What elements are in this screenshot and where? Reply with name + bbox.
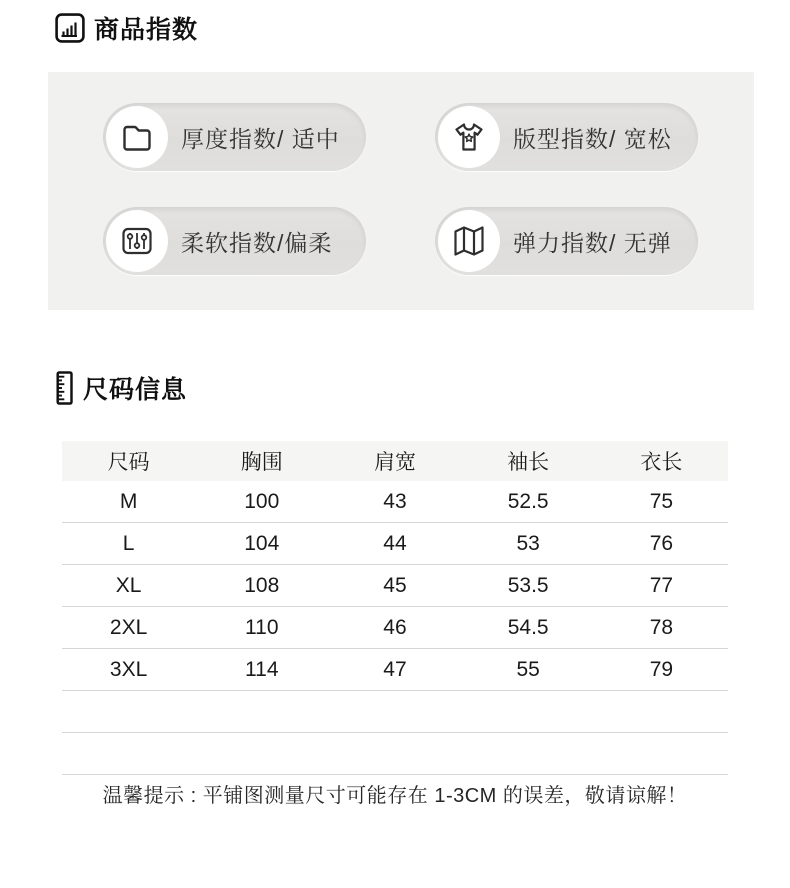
table-row — [62, 565, 728, 607]
cell: 54.5 — [462, 607, 595, 649]
folder-icon — [106, 106, 168, 168]
pill-label-elasticity: 弹力指数/ 无弹 — [513, 229, 672, 256]
cell — [462, 691, 595, 733]
table-row-empty — [62, 691, 728, 733]
cell — [195, 733, 328, 775]
cell — [62, 691, 195, 733]
table-row — [62, 607, 728, 649]
table-row — [62, 649, 728, 691]
index-pill-thickness — [103, 103, 366, 171]
folded-map-icon — [438, 210, 500, 272]
cell — [595, 733, 728, 775]
tshirt-icon — [438, 106, 500, 168]
bar-chart-icon — [55, 13, 85, 43]
cell: 104 — [195, 523, 328, 565]
cell: 114 — [195, 649, 328, 691]
cell: 79 — [595, 649, 728, 691]
product-index-panel — [48, 72, 754, 310]
col-header-length: 衣长 — [595, 441, 728, 481]
cell: 53 — [462, 523, 595, 565]
size-table-header-row — [62, 441, 728, 481]
ruler-icon — [55, 371, 74, 405]
cell — [595, 691, 728, 733]
col-header-sleeve: 袖长 — [462, 441, 595, 481]
cell: 100 — [195, 481, 328, 523]
col-header-shoulder: 肩宽 — [328, 441, 461, 481]
cell: XL — [62, 565, 195, 607]
index-pill-fit — [435, 103, 698, 171]
size-note: 温馨提示 : 平铺图测量尺寸可能存在 1-3CM 的误差，敬请谅解！ — [102, 785, 688, 807]
cell: 2XL — [62, 607, 195, 649]
cell — [195, 691, 328, 733]
cell — [462, 733, 595, 775]
cell: 43 — [328, 481, 461, 523]
cell: 46 — [328, 607, 461, 649]
cell: 55 — [462, 649, 595, 691]
cell: 78 — [595, 607, 728, 649]
cell: 110 — [195, 607, 328, 649]
col-header-chest: 胸围 — [195, 441, 328, 481]
cell: 108 — [195, 565, 328, 607]
product-index-title: 商品指数 — [94, 16, 199, 44]
cell: M — [62, 481, 195, 523]
table-row — [62, 523, 728, 565]
cell: 77 — [595, 565, 728, 607]
cell: 52.5 — [462, 481, 595, 523]
size-info-header — [55, 370, 187, 406]
table-row-empty — [62, 733, 728, 775]
cell: 75 — [595, 481, 728, 523]
col-header-size: 尺码 — [62, 441, 195, 481]
size-table — [62, 441, 728, 775]
cell: 47 — [328, 649, 461, 691]
cell: 76 — [595, 523, 728, 565]
product-index-header — [55, 10, 198, 46]
cell: 53.5 — [462, 565, 595, 607]
cell — [62, 733, 195, 775]
pill-label-fit: 版型指数/ 宽松 — [513, 125, 672, 152]
pill-label-thickness: 厚度指数/ 适中 — [181, 125, 340, 152]
index-pill-elasticity — [435, 207, 698, 275]
sliders-icon — [106, 210, 168, 272]
index-pill-softness — [103, 207, 366, 275]
cell: 3XL — [62, 649, 195, 691]
cell: 44 — [328, 523, 461, 565]
size-info-title: 尺码信息 — [83, 376, 188, 404]
cell — [328, 691, 461, 733]
cell — [328, 733, 461, 775]
table-row — [62, 481, 728, 523]
pill-label-softness: 柔软指数/偏柔 — [181, 229, 333, 256]
cell: 45 — [328, 565, 461, 607]
cell: L — [62, 523, 195, 565]
